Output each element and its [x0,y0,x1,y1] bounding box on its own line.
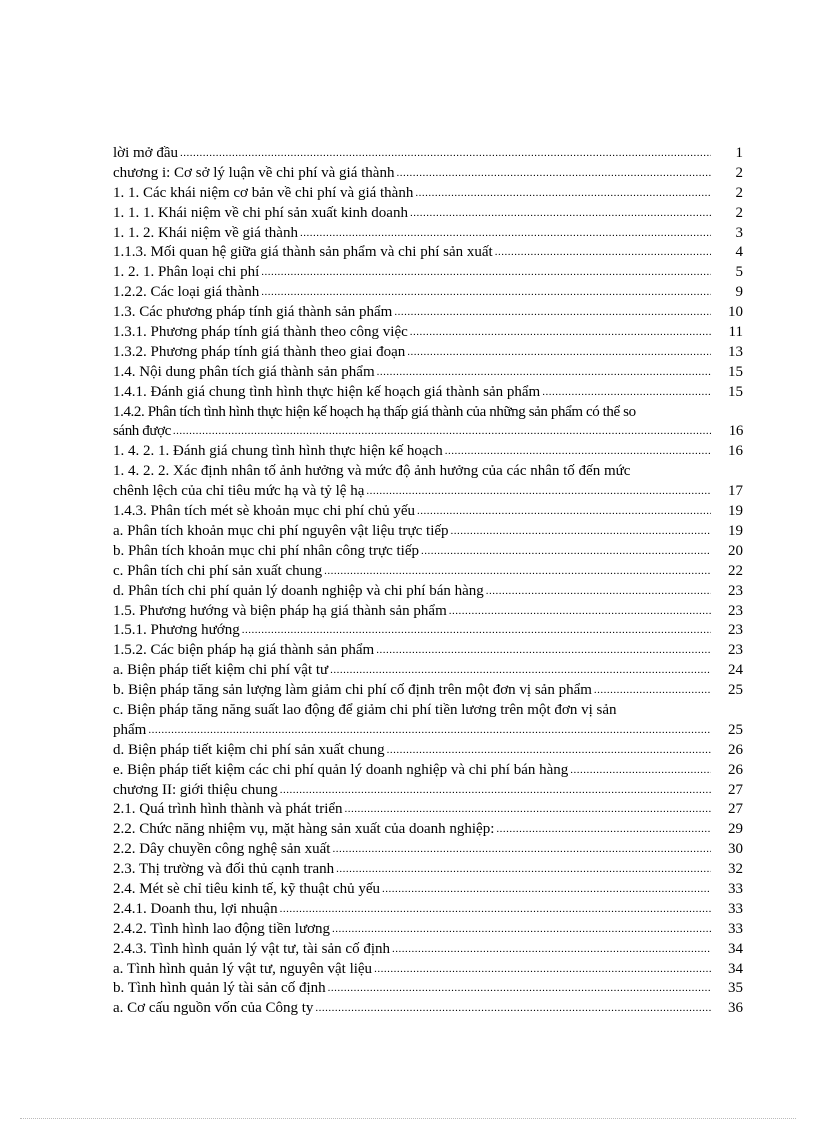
toc-leader [261,263,711,283]
toc-page-number: 23 [728,622,743,639]
toc-entry-multiline[interactable] [113,462,743,502]
toc-entry-multiline[interactable] [113,701,743,741]
toc-leader [449,602,711,622]
toc-page-number: 19 [728,522,743,539]
toc-leader [486,582,711,602]
toc-leader [280,781,711,801]
toc-leader [374,960,711,980]
toc-leader [377,363,711,383]
toc-title: 2.3. Thị trường và đối thủ cạnh tranh [113,861,335,878]
toc-title: b. Tình hình quản lý tài sản cố định [113,980,326,997]
toc-title: 1.2.2. Các loại giá thành [113,284,260,301]
toc-title: 1.5.1. Phương hướng [113,622,240,639]
toc-page-number: 27 [728,801,743,818]
toc-title: 1.4. Nội dung phân tích giá thành sản phẩm [113,363,375,380]
toc-page-number: 23 [728,642,743,659]
toc-page-number: 24 [728,662,743,679]
toc-title: 1.5.2. Các biện pháp hạ giá thành sản phẩm [113,642,375,659]
toc-leader [148,721,711,741]
toc-leader [336,860,711,880]
toc-leader [332,840,711,860]
toc-entry[interactable] [113,243,743,263]
toc-page-number: 3 [735,224,743,241]
toc-entry[interactable] [113,224,743,244]
toc-entry[interactable] [113,979,743,999]
toc-page-number: 33 [728,880,743,897]
toc-page-number: 5 [735,264,743,281]
toc-page-number: 34 [728,960,743,977]
toc-leader [280,900,711,920]
toc-page-number: 22 [728,562,743,579]
toc-title: 2.4.2. Tình hình lao động tiền lương [113,920,331,937]
toc-page-number: 25 [728,682,743,699]
toc-title: 1. 4. 2. 1. Đánh giá chung tình hình thực hiện kế hoạch [113,443,443,460]
toc-page-number: 33 [728,900,743,917]
toc-title: a. Phân tích khoản mục chi phí nguyên vật liệu trực tiếp [113,522,449,539]
toc-entry[interactable] [113,542,743,562]
toc-title-continued: phẩm [113,721,147,738]
toc-entry[interactable] [113,602,743,622]
toc-page-number: 20 [728,542,743,559]
toc-title: c. Phân tích chi phí sản xuất chung [113,562,323,579]
toc-entry[interactable] [113,263,743,283]
toc-leader [324,562,711,582]
toc-leader [445,442,711,462]
toc-title: 1. 1. 1. Khái niệm về chi phí sản xuất kinh doanh [113,204,408,221]
toc-entry[interactable] [113,442,743,462]
toc-page-number: 9 [735,284,743,301]
toc-leader [410,323,711,343]
toc-leader [495,243,711,263]
toc-page-number: 19 [728,503,743,520]
toc-page-number: 30 [728,841,743,858]
toc-leader [173,422,711,442]
toc-page-number: 2 [735,204,743,221]
toc-title: 2.2. Chức năng nhiệm vụ, mặt hàng sản xuất của doanh nghiệp: [113,821,495,838]
toc-entry[interactable] [113,184,743,204]
toc-title: 1.3.2. Phương pháp tính giá thành theo giai đoạn [113,343,406,360]
toc-page-number: 15 [728,363,743,380]
toc-entry[interactable] [113,820,743,840]
toc-entry[interactable] [113,840,743,860]
toc-page-number: 4 [735,244,743,261]
page-bottom-border [20,1118,796,1119]
toc-leader [376,641,711,661]
toc-page-number: 26 [728,761,743,778]
toc-page-number: 10 [728,304,743,321]
toc-leader [415,184,711,204]
toc-page-number: 33 [728,920,743,937]
toc-title: 2.4.1. Doanh thu, lợi nhuận [113,900,278,917]
toc-title-continued: chênh lệch của chỉ tiêu mức hạ và tỷ lệ hạ [113,483,365,500]
toc-entry-multiline[interactable] [113,403,743,443]
toc-title: e. Biện pháp tiết kiệm các chi phí quản lý doanh nghiệp và chi phí bán hàng [113,761,569,778]
toc-page-number: 1 [735,144,743,161]
toc-title: chương i: Cơ sở lý luận về chi phí và giá thành [113,164,395,181]
toc-page-number: 35 [728,980,743,997]
toc-title: b. Phân tích khoản mục chi phí nhân công trực tiếp [113,542,419,559]
toc-leader [345,800,711,820]
toc-title: 1.4.1. Đánh giá chung tình hình thực hiện kế hoạch giá thành sản phẩm [113,383,541,400]
toc-page-number: 25 [728,721,743,738]
toc-leader [451,522,711,542]
toc-leader [594,681,711,701]
toc-entry[interactable] [113,323,743,343]
toc-title: 1. 2. 1. Phân loại chi phí [113,264,260,281]
toc-leader [242,621,711,641]
toc-entry[interactable] [113,164,743,184]
toc-title: chương II: giới thiệu chung [113,781,278,798]
toc-entry[interactable] [113,582,743,602]
toc-leader [180,144,711,164]
toc-title: a. Biện pháp tiết kiệm chi phí vật tư [113,662,329,679]
toc-title: lời mở đầu [113,144,179,161]
toc-title: a. Cơ cấu nguồn vốn của Công ty [113,1000,314,1017]
toc-title: d. Phân tích chi phí quản lý doanh nghiệp và chi phí bán hàng [113,582,484,599]
toc-title: 1.4.2. Phân tích tình hình thực hiện kế hoạch hạ thấp giá thành của những sản phẩm có thể so [113,403,636,420]
toc-entry[interactable] [113,860,743,880]
toc-entry[interactable] [113,621,743,641]
toc-page-number: 29 [728,821,743,838]
toc-leader [300,224,711,244]
toc-entry[interactable] [113,502,743,522]
toc-page-number: 13 [728,343,743,360]
toc-title: 2.2. Dây chuyền công nghệ sản xuất [113,841,331,858]
toc-leader [332,920,711,940]
toc-leader [392,940,711,960]
toc-page-number: 2 [735,164,743,181]
toc-entry[interactable] [113,900,743,920]
toc-leader [570,761,711,781]
toc-page-number: 27 [728,781,743,798]
toc-entry[interactable] [113,681,743,701]
toc-leader [387,741,711,761]
toc-title: c. Biện pháp tăng năng suất lao động để giảm chi phí tiền lương trên một đơn vị sản [113,701,617,718]
toc-leader [417,502,711,522]
toc-page-number: 17 [728,483,743,500]
toc-title: 1.1.3. Mối quan hệ giữa giá thành sản phẩm và chi phí sản xuất [113,244,493,261]
toc-leader [261,283,711,303]
toc-entry[interactable] [113,522,743,542]
toc-entry[interactable] [113,363,743,383]
toc-title: 1. 1. 2. Khái niệm về giá thành [113,224,298,241]
toc-entry[interactable] [113,283,743,303]
toc-entry[interactable] [113,144,743,164]
toc-leader [496,820,711,840]
toc-page-number: 36 [728,1000,743,1017]
toc-entry[interactable] [113,880,743,900]
toc-entry[interactable] [113,383,743,403]
toc-title: 1.4.3. Phân tích mét sè khoản mục chi phí chủ yếu [113,503,416,520]
toc-page-number: 23 [728,582,743,599]
toc-page-number: 15 [728,383,743,400]
toc-entry[interactable] [113,562,743,582]
toc-title: a. Tình hình quản lý vật tư, nguyên vật liệu [113,960,373,977]
toc-entry[interactable] [113,343,743,363]
toc-leader [315,999,711,1019]
toc-page-number: 23 [728,602,743,619]
toc-page-number: 2 [735,184,743,201]
toc-title-continued: sánh được [113,423,171,440]
toc-entry[interactable] [113,800,743,820]
toc-entry[interactable] [113,920,743,940]
toc-page-number: 34 [728,940,743,957]
toc-entry[interactable] [113,781,743,801]
toc-leader [542,383,711,403]
toc-entry[interactable] [113,303,743,323]
toc-title: 1. 4. 2. 2. Xác định nhân tố ảnh hưởng và mức độ ảnh hưởng của các nhân tố đến mức [113,463,631,480]
toc-page-number: 16 [728,423,743,440]
toc-leader [410,204,711,224]
toc-title: 1.3.1. Phương pháp tính giá thành theo công việc [113,324,408,340]
toc-leader [407,343,711,363]
toc-page-number: 26 [728,741,743,758]
toc-leader [328,979,711,999]
toc-entry[interactable] [113,661,743,681]
toc-title: 2.4.3. Tình hình quản lý vật tư, tài sản cố định [113,940,390,957]
toc-title: d. Biện pháp tiết kiệm chi phí sản xuất chung [113,741,385,758]
toc-title: 1. 1. Các khái niệm cơ bản về chi phí và giá thành [113,184,414,201]
toc-title: 1.3. Các phương pháp tính giá thành sản phẩm [113,304,393,321]
toc-entry[interactable] [113,960,743,980]
toc-entry[interactable] [113,940,743,960]
toc-title: 2.4. Mét sè chỉ tiêu kinh tế, kỹ thuật chủ yếu [113,880,381,897]
toc-page-number: 32 [728,861,743,878]
toc-leader [330,661,711,681]
toc-leader [382,880,711,900]
toc-leader [396,164,711,184]
toc-leader [366,482,711,502]
toc-leader [421,542,711,562]
toc-entry[interactable] [113,741,743,761]
toc-page-number: 16 [728,443,743,460]
toc-entry[interactable] [113,761,743,781]
toc-entry[interactable] [113,641,743,661]
toc-title: 2.1. Quá trình hình thành và phát triển [113,801,343,818]
toc-title: 1.5. Phương hướng và biện pháp hạ giá thành sản phẩm [113,602,447,619]
toc-page-number: 11 [728,324,743,340]
table-of-contents [113,144,743,1019]
toc-entry[interactable] [113,999,743,1019]
toc-entry[interactable] [113,204,743,224]
toc-leader [394,303,711,323]
toc-title: b. Biện pháp tăng sản lượng làm giảm chi phí cố định trên một đơn vị sản phẩm [113,682,592,699]
